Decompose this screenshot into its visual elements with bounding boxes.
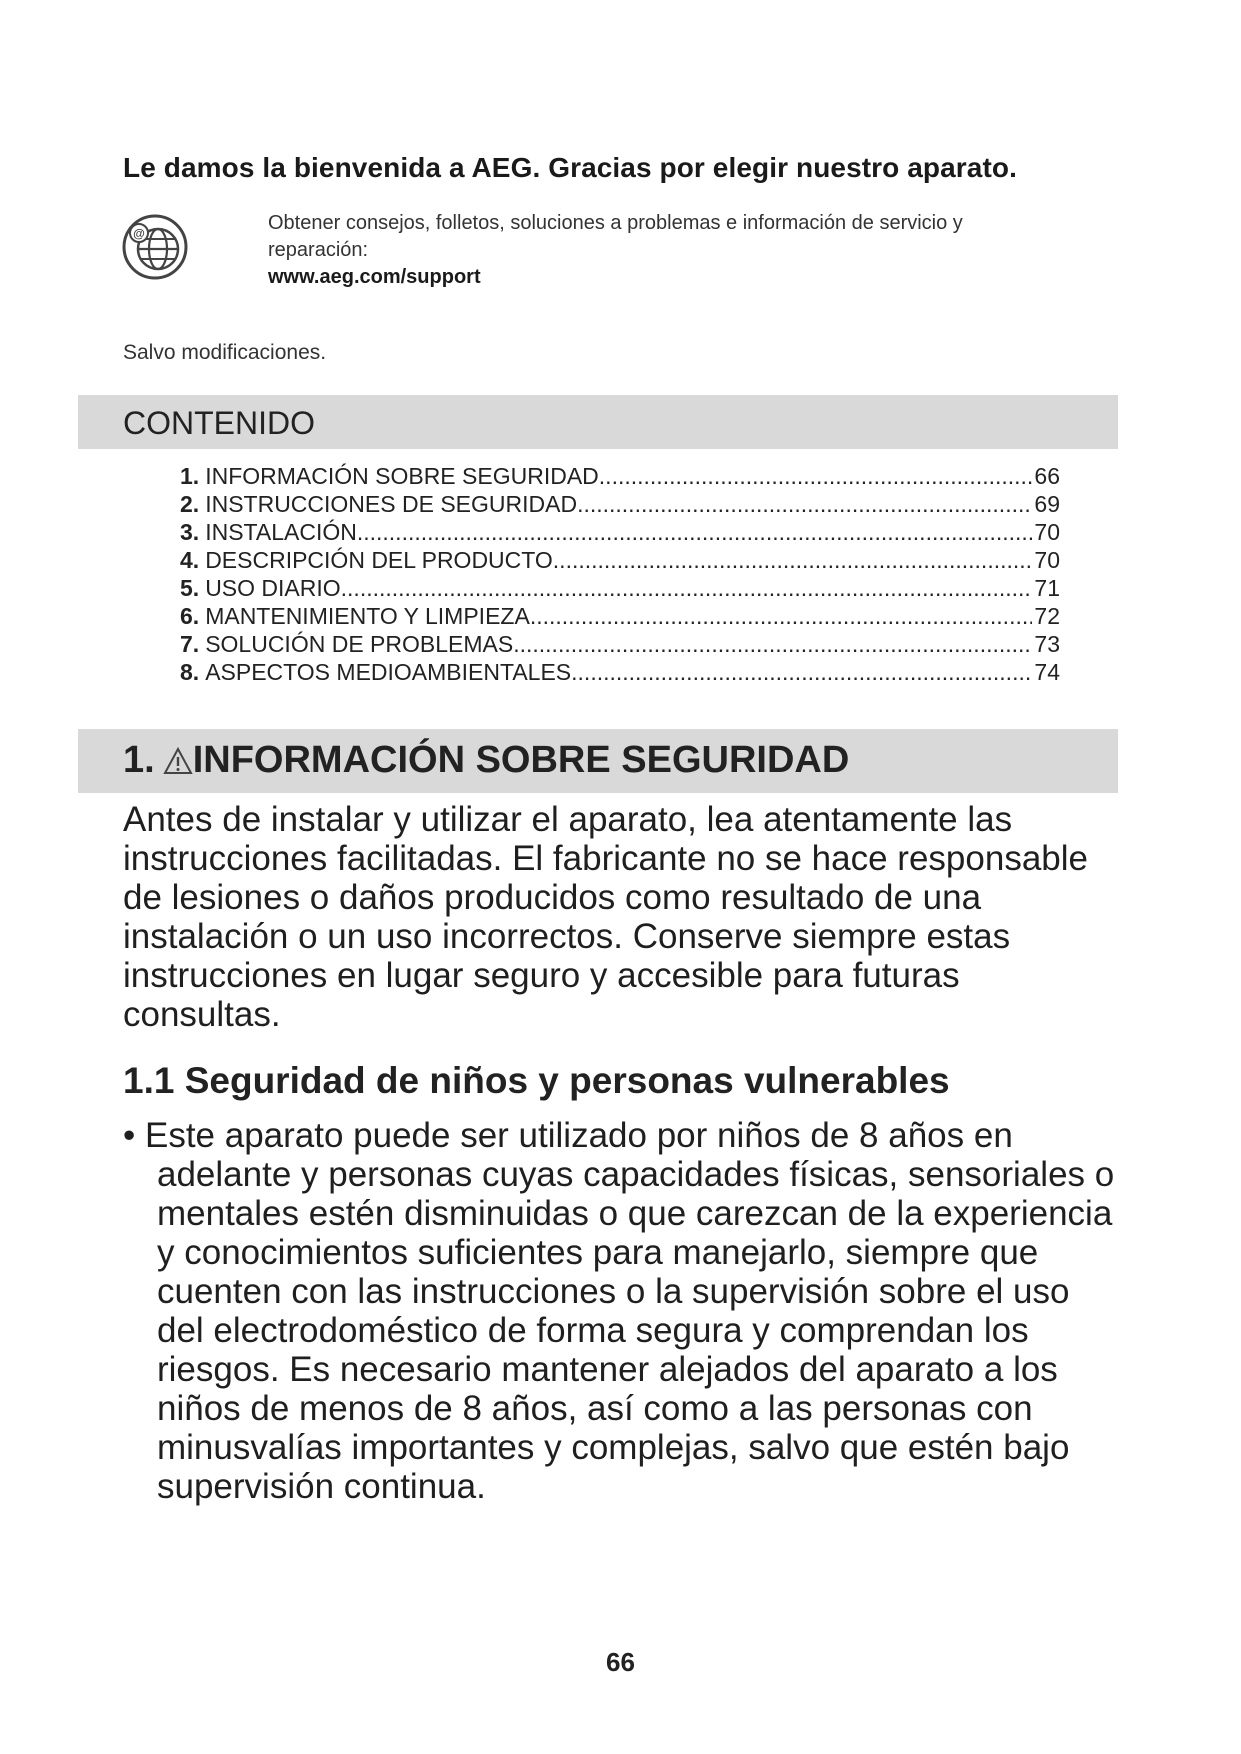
section-1-title <box>123 739 849 782</box>
welcome-heading: Le damos la bienvenida a AEG. Gracias por elegir nuestro aparato. <box>123 152 1017 183</box>
warning-triangle-icon <box>163 746 193 776</box>
toc-item[interactable]: 3. INSTALACIÓN ..... 70 <box>180 518 1060 546</box>
section-1-intro: Antes de instalar y utilizar el aparato, lea atentamente las instrucciones facilitadas. El fabricante no se hace responsable de lesiones o daños producidos como resultado de una instalación o un uso incorrectos. Conserve siempre estas instrucciones en lugar seguro y accesible para futuras consultas. <box>123 800 1088 1034</box>
section-1-header-bar <box>78 729 1118 793</box>
toc-item[interactable]: 5. USO DIARIO ..... 71 <box>180 574 1060 602</box>
toc-item[interactable]: 2. INSTRUCCIONES DE SEGURIDAD ..... 69 <box>180 490 1060 518</box>
section-1-1-title: 1.1 Seguridad de niños y personas vulnerables <box>123 1060 950 1101</box>
modification-notice: Salvo modificaciones. <box>123 341 327 364</box>
toc-item[interactable]: 4. DESCRIPCIÓN DEL PRODUCTO ..... 70 <box>180 546 1060 574</box>
toc-item[interactable]: 6. MANTENIMIENTO Y LIMPIEZA ..... 72 <box>180 602 1060 630</box>
globe-at-icon <box>120 212 190 282</box>
svg-text:@: @ <box>133 226 145 241</box>
toc-item[interactable]: 7. SOLUCIÓN DE PROBLEMAS ..... 73 <box>180 630 1060 658</box>
support-link[interactable]: www.aeg.com/support <box>268 266 481 288</box>
section-1-1-bullet: • Este aparato puede ser utilizado por niños de 8 años en adelante y personas cuyas capacidades físicas, sensoriales o mentales estén disminuidas o que carezcan de la experiencia y conocimientos suficientes para manejarlo, siempre que cuenten con las instrucciones o la supervisión sobre el uso del electrodoméstico de forma segura y comprendan los riesgos. Es necesario mantener alejados del aparato a los niños de menos de 8 años, así como a las personas con minusvalías importantes y complejas, salvo que estén bajo supervisión continua. <box>123 1116 1115 1506</box>
page-number: 66 <box>606 1647 635 1677</box>
contents-title: CONTENIDO <box>123 405 315 441</box>
toc-item[interactable]: 1. INFORMACIÓN SOBRE SEGURIDAD ..... 66 <box>180 462 1060 490</box>
contents-header-bar <box>78 395 1118 449</box>
support-info <box>268 210 1068 291</box>
section-1-title-text: INFORMACIÓN SOBRE SEGURIDAD <box>192 739 850 781</box>
toc-item[interactable]: 8. ASPECTOS MEDIOAMBIENTALES ..... 74 <box>180 658 1060 686</box>
support-text: Obtener consejos, folletos, soluciones a problemas e información de servicio y reparación: <box>268 212 963 261</box>
table-of-contents <box>180 462 1060 686</box>
section-1-number: 1. <box>123 739 155 781</box>
